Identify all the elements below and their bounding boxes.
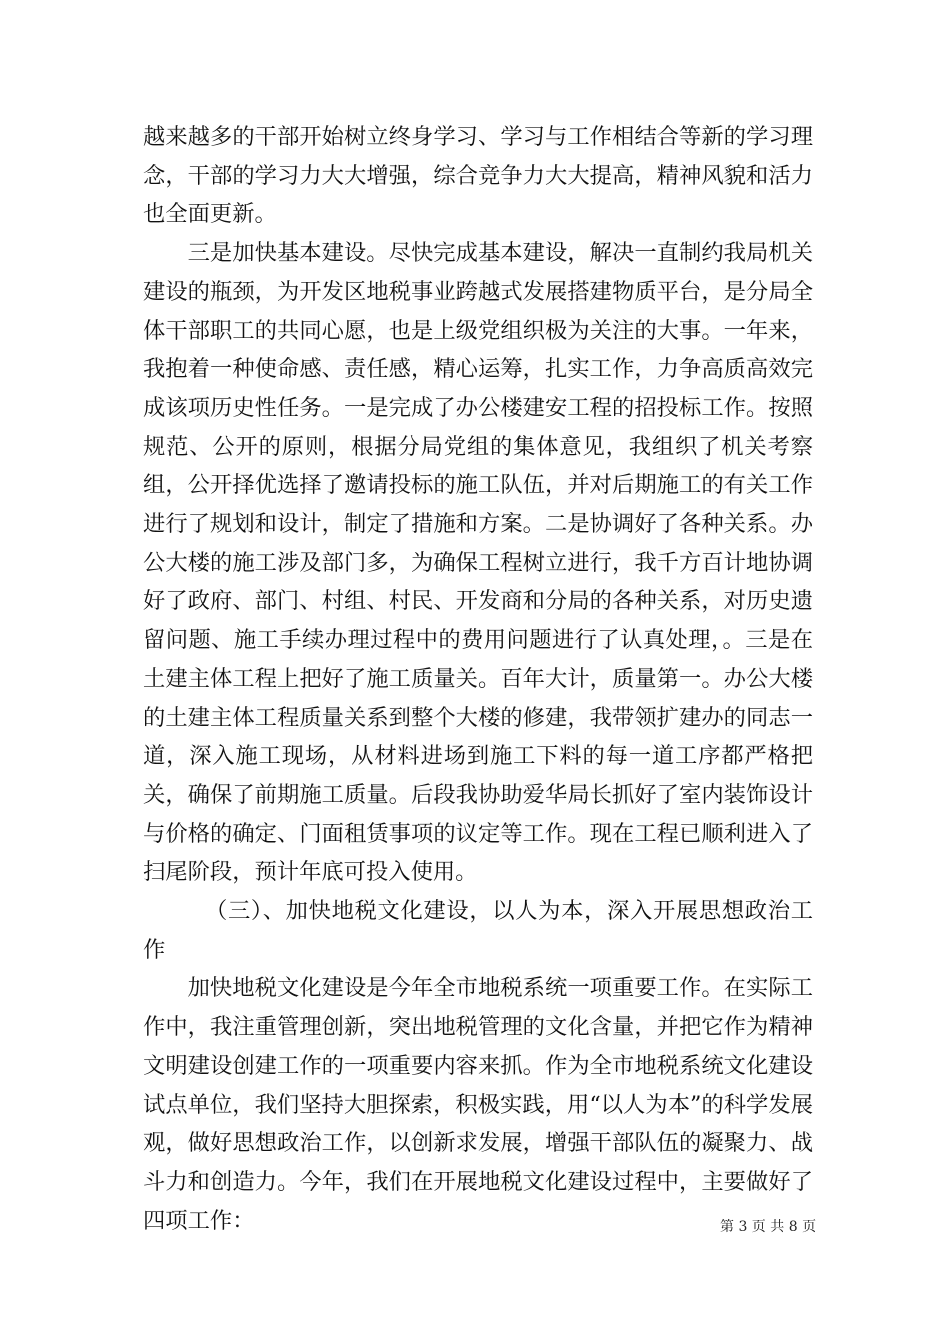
section-heading-culture: （三）、加快地税文化建设，以人为本，深入开展思想政治工作 <box>143 898 813 963</box>
paragraph-infrastructure: 三是加快基本建设。尽快完成基本建设，解决一直制约我局机关建设的瓶颈，为开发区地税事业跨越式发展搭建物质平台，是分局全体干部职工的共同心愿，也是上级党组织极为关注的大事。一年来，我抱着一种使命感、责任感，精心运筹，扎实工作，力争高质高效完成该项历史性任务。一是完成了办公楼建安工程的招投标工作。按照规范、公开的原则，根据分局党组的集体意见，我组织了机关考察组，公开择优选择了邀请投标的施工队伍，并对后期施工的有关工作进行了规划和设计，制定了措施和方案。二是协调好了各种关系。办公大楼的施工涉及部门多，为确保工程树立进行，我千方百计地协调好了政府、部门、村组、村民、开发商和分局的各种关系，对历史遗留问题、施工手续办理过程中的费用问题进行了认真处理，。三是在土建主体工程上把好了施工质量关。百年大计，质量第一。办公大楼的土建主体工程质量关系到整个大楼的修建，我带领扩建办的同志一道，深入施工现场，从材料进场到施工下料的每一道工序都严格把关，确保了前期施工质量。后段我协助爱华局长抓好了室内装饰设计与价格的确定、门面租赁事项的议定等工作。现在工程已顺利进入了扫尾阶段，预计年底可投入使用。 <box>143 240 813 886</box>
document-body <box>143 118 817 1240</box>
page-number-footer: 第 3 页 共 8 页 <box>720 1219 817 1235</box>
paragraph-culture: 加快地税文化建设是今年全市地税系统一项重要工作。在实际工作中，我注重管理创新，突出地税管理的文化含量，并把它作为精神文明建设创建工作的一项重要内容来抓。作为全市地税系统文化建设试点单位，我们坚持大胆探索，积极实践，用“以人为本”的科学发展观，做好思想政治工作，以创新求发展，增强干部队伍的凝聚力、战斗力和创造力。今年，我们在开展地税文化建设过程中，主要做好了四项工作： <box>143 975 813 1234</box>
paragraph-continuation: 越来越多的干部开始树立终身学习、学习与工作相结合等新的学习理念，干部的学习力大大增强，综合竞争力大大提高，精神风貌和活力也全面更新。 <box>143 124 813 228</box>
